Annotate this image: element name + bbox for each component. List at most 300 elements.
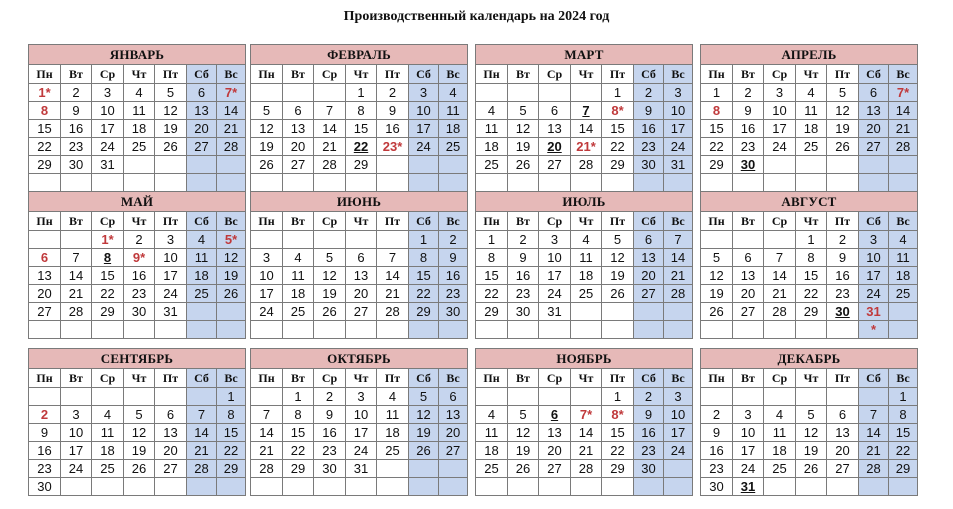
day-number: 7 [388,250,397,265]
empty-cell [733,231,764,249]
month-january [28,44,255,192]
day-number: 8* [611,103,624,118]
empty-cell [827,156,859,174]
day-number: 12 [709,268,724,283]
day-cell [796,303,827,321]
day-number: 16 [835,268,850,283]
empty-cell [124,321,155,339]
day-number: 13 [353,268,369,283]
day-number: 30 [515,304,531,319]
weekday-header: Пт [377,369,409,388]
day-cell [889,442,918,460]
day-number: 3 [103,85,112,100]
day-cell [508,267,539,285]
day-cell [508,285,539,303]
day-number: 6 [744,250,752,265]
day-cell [283,267,314,285]
day-cell [796,84,827,102]
day-number: 14 [772,268,787,283]
day-number: 9 [744,103,752,118]
day-cell [859,303,889,321]
empty-cell [602,303,634,321]
day-cell [346,249,377,267]
day-number: 26 [515,157,531,172]
empty-cell [733,174,764,192]
day-number: 20 [163,443,178,458]
day-cell [124,84,155,102]
weekday-header: Сб [634,65,664,84]
day-cell [634,156,664,174]
month-table [28,191,255,339]
empty-cell [346,231,377,249]
day-number: 24 [353,443,369,458]
day-cell [217,406,246,424]
day-number: 1 [613,389,622,404]
day-number: 21* [576,139,596,154]
empty-cell [889,303,918,321]
day-cell [764,442,796,460]
day-number: 26 [803,461,819,476]
day-number: 20 [547,139,562,154]
empty-cell [155,388,187,406]
empty-cell [701,231,733,249]
day-number: 17 [353,425,369,440]
day-number: 30 [641,157,656,172]
day-number: 23 [445,286,461,301]
empty-cell [602,174,634,192]
weekday-header: Ср [314,65,346,84]
day-number: 19 [610,268,625,283]
day-number: 29 [223,461,239,476]
day-number: 26 [610,286,625,301]
day-number: 27 [37,304,52,319]
day-number: 15 [353,121,369,136]
day-cell [439,267,468,285]
day-cell [377,388,409,406]
empty-cell [859,174,889,192]
day-cell [827,120,859,138]
day-number: 19 [223,268,239,283]
day-number: 25 [484,157,499,172]
day-number: 14 [895,103,911,118]
day-cell [187,267,217,285]
day-number: 28 [194,461,209,476]
day-number: 29 [484,304,499,319]
day-cell [346,120,377,138]
day-cell [283,460,314,478]
day-number: 15 [223,425,239,440]
day-cell [439,138,468,156]
day-number: 21 [194,443,209,458]
day-cell [634,406,664,424]
day-cell [701,303,733,321]
month-name: ОКТЯБРЬ [251,348,468,369]
day-number: 14 [578,425,594,440]
day-cell [29,285,61,303]
empty-cell [764,321,796,339]
day-number: 29 [803,304,819,319]
weekday-header: Вс [664,369,693,388]
empty-cell [155,321,187,339]
empty-cell [409,174,439,192]
day-cell [439,231,468,249]
day-cell [664,120,693,138]
day-number: 25 [131,139,147,154]
day-number: 21 [385,286,400,301]
day-number: 26 [322,304,337,319]
empty-cell [314,174,346,192]
day-cell [346,424,377,442]
month-table [700,348,927,496]
empty-cell [187,156,217,174]
month-may [28,191,255,339]
day-cell [61,303,92,321]
weekday-header: Сб [634,369,664,388]
empty-cell [476,174,508,192]
day-number: 27 [194,139,209,154]
day-number: 30 [131,304,147,319]
empty-cell [439,321,468,339]
empty-cell [61,388,92,406]
empty-cell [539,84,571,102]
day-cell [508,249,539,267]
day-number: 23 [131,286,147,301]
weekday-header: Пн [29,65,61,84]
month-name: МАРТ [476,44,693,65]
day-number: 8* [611,407,624,422]
day-cell [377,285,409,303]
empty-cell [155,174,187,192]
empty-cell [29,388,61,406]
day-number: 12 [416,407,431,422]
day-cell [92,424,124,442]
day-cell [377,102,409,120]
day-number: 9 [40,425,49,440]
day-cell [346,267,377,285]
day-number: 23 [641,139,656,154]
day-cell [508,424,539,442]
month-august [700,191,927,339]
weekday-header: Сб [859,65,889,84]
empty-cell [187,478,217,496]
day-number: 16 [709,443,724,458]
empty-cell [155,478,187,496]
day-number: 7 [72,250,80,265]
day-cell [187,102,217,120]
empty-cell [377,231,409,249]
weekday-header: Пн [29,369,61,388]
day-cell [664,138,693,156]
month-name: МАЙ [29,191,246,212]
day-number: 15 [803,268,819,283]
empty-cell [539,388,571,406]
day-cell [539,460,571,478]
day-number: 2 [135,232,143,247]
empty-cell [796,174,827,192]
day-cell [346,442,377,460]
day-number: 22 [895,443,911,458]
day-number: 9 [838,250,847,265]
day-number: 20 [547,443,562,458]
day-number: 8 [357,103,365,118]
day-cell [217,285,246,303]
day-cell [251,406,283,424]
day-cell [155,267,187,285]
day-cell [539,406,571,424]
day-cell [571,156,602,174]
weekday-header: Чт [571,212,602,231]
day-cell [476,406,508,424]
empty-cell [476,478,508,496]
day-cell [155,442,187,460]
day-number: 23* [382,139,403,154]
empty-cell [439,174,468,192]
day-cell [476,267,508,285]
empty-cell [92,388,124,406]
day-number: 6 [40,250,49,265]
day-cell [346,138,377,156]
day-number: 29 [610,461,625,476]
weekday-header: Вс [217,212,246,231]
day-number: 31 [670,157,686,172]
weekday-header: Вт [733,212,764,231]
month-february [250,44,477,192]
day-cell [796,120,827,138]
empty-cell [827,321,859,339]
day-cell [859,406,889,424]
day-cell [29,84,61,102]
day-cell [29,442,61,460]
day-number: 18 [803,121,819,136]
empty-cell [827,388,859,406]
day-number: 16 [131,268,147,283]
empty-cell [571,321,602,339]
day-number: 9 [325,407,334,422]
day-number: 25 [895,286,911,301]
day-number: 16 [37,443,52,458]
day-number: 10 [100,103,115,118]
day-number: 30 [68,157,84,172]
day-cell [155,84,187,102]
day-number: 16 [515,268,531,283]
weekday-header: Сб [859,212,889,231]
day-number: 9 [644,103,653,118]
day-number: 29 [37,157,52,172]
day-number: 8 [103,250,112,265]
weekday-header: Вс [889,65,918,84]
day-number: 14 [322,121,337,136]
day-number: 2 [712,407,721,422]
day-number: 25 [578,286,594,301]
day-number: 1* [38,85,51,100]
day-cell [92,460,124,478]
day-cell [29,138,61,156]
day-cell [476,102,508,120]
weekday-header: Ср [539,212,571,231]
day-cell [439,285,468,303]
empty-cell [701,174,733,192]
day-number: 12 [322,268,337,283]
day-number: 29 [709,157,724,172]
day-cell [634,424,664,442]
day-cell [733,84,764,102]
day-number: 13 [290,121,306,136]
day-cell [634,102,664,120]
day-number: 3 [550,232,559,247]
empty-cell [602,478,634,496]
day-number: 13 [163,425,178,440]
empty-cell [664,478,693,496]
day-cell [124,249,155,267]
day-number: 23 [740,139,756,154]
day-cell [764,84,796,102]
day-cell [571,424,602,442]
weekday-header: Ср [764,65,796,84]
day-number: 18 [772,443,787,458]
empty-cell [827,478,859,496]
day-cell [602,231,634,249]
day-number: 24 [259,304,274,319]
day-number: 23 [37,461,52,476]
day-number: 10 [670,407,686,422]
empty-cell [377,156,409,174]
day-number: 13 [740,268,756,283]
day-cell [29,156,61,174]
day-number: 5 [519,407,527,422]
day-cell [571,120,602,138]
day-cell [346,285,377,303]
empty-cell [283,478,314,496]
day-cell [61,138,92,156]
day-cell [61,249,92,267]
day-cell [251,442,283,460]
month-name: ДЕКАБРЬ [701,348,918,369]
empty-cell [346,478,377,496]
month-name: АВГУСТ [701,191,918,212]
weekday-header: Пт [377,65,409,84]
day-cell [571,249,602,267]
day-cell [251,249,283,267]
day-cell [827,267,859,285]
day-cell [314,406,346,424]
day-cell [439,303,468,321]
weekday-header: Пн [251,369,283,388]
day-number: 30 [37,479,52,494]
day-number: 18 [100,443,115,458]
empty-cell [251,388,283,406]
day-number: 17 [163,268,178,283]
day-number: 8 [899,407,907,422]
day-number: 5 [419,389,428,404]
day-cell [508,156,539,174]
day-cell [539,303,571,321]
day-cell [217,442,246,460]
day-cell [283,156,314,174]
day-number: 1* [101,232,114,247]
month-name: ЯНВАРЬ [29,44,246,65]
empty-cell [439,156,468,174]
month-march [475,44,702,192]
day-cell [187,406,217,424]
day-number: 21 [670,268,686,283]
empty-cell [124,174,155,192]
day-number: 24 [68,461,84,476]
day-cell [571,285,602,303]
day-cell [61,120,92,138]
day-number: 11 [484,425,499,440]
day-cell [571,102,602,120]
day-number: 6 [357,250,365,265]
day-number: 24 [670,443,686,458]
day-cell [634,138,664,156]
day-number: 2 [644,389,653,404]
day-cell [796,249,827,267]
day-number: 4 [449,85,457,100]
day-cell [664,84,693,102]
day-cell [859,138,889,156]
day-number: 1 [357,85,365,100]
day-cell [29,406,61,424]
day-cell [859,249,889,267]
empty-cell [664,174,693,192]
day-number: * [870,322,877,337]
empty-cell [796,388,827,406]
day-cell [251,460,283,478]
day-number: 12 [223,250,239,265]
day-cell [409,442,439,460]
day-number: 22 [484,286,499,301]
day-cell [476,424,508,442]
day-cell [346,303,377,321]
day-cell [664,156,693,174]
day-number: 22 [100,286,115,301]
day-cell [377,84,409,102]
day-number: 2 [838,232,847,247]
month-table [475,191,702,339]
day-cell [796,267,827,285]
day-number: 29 [100,304,115,319]
weekday-header: Пн [476,65,508,84]
day-number: 12 [163,103,178,118]
day-number: 18 [385,425,400,440]
weekday-header: Чт [796,369,827,388]
day-cell [439,388,468,406]
empty-cell [124,478,155,496]
day-cell [92,267,124,285]
day-number: 25 [772,461,787,476]
weekday-header: Вс [664,212,693,231]
day-number: 21 [259,443,274,458]
weekday-header: Вс [439,65,468,84]
day-cell [539,138,571,156]
day-number: 10 [740,425,756,440]
empty-cell [701,321,733,339]
day-cell [602,138,634,156]
day-cell [571,138,602,156]
day-number: 22 [416,286,431,301]
day-cell [733,424,764,442]
weekday-header: Чт [124,369,155,388]
day-cell [571,267,602,285]
day-number: 11 [291,268,305,283]
day-number: 19 [259,139,274,154]
day-number: 26 [416,443,431,458]
day-number: 5 [166,85,175,100]
day-cell [29,102,61,120]
empty-cell [377,321,409,339]
day-cell [155,406,187,424]
empty-cell [889,174,918,192]
